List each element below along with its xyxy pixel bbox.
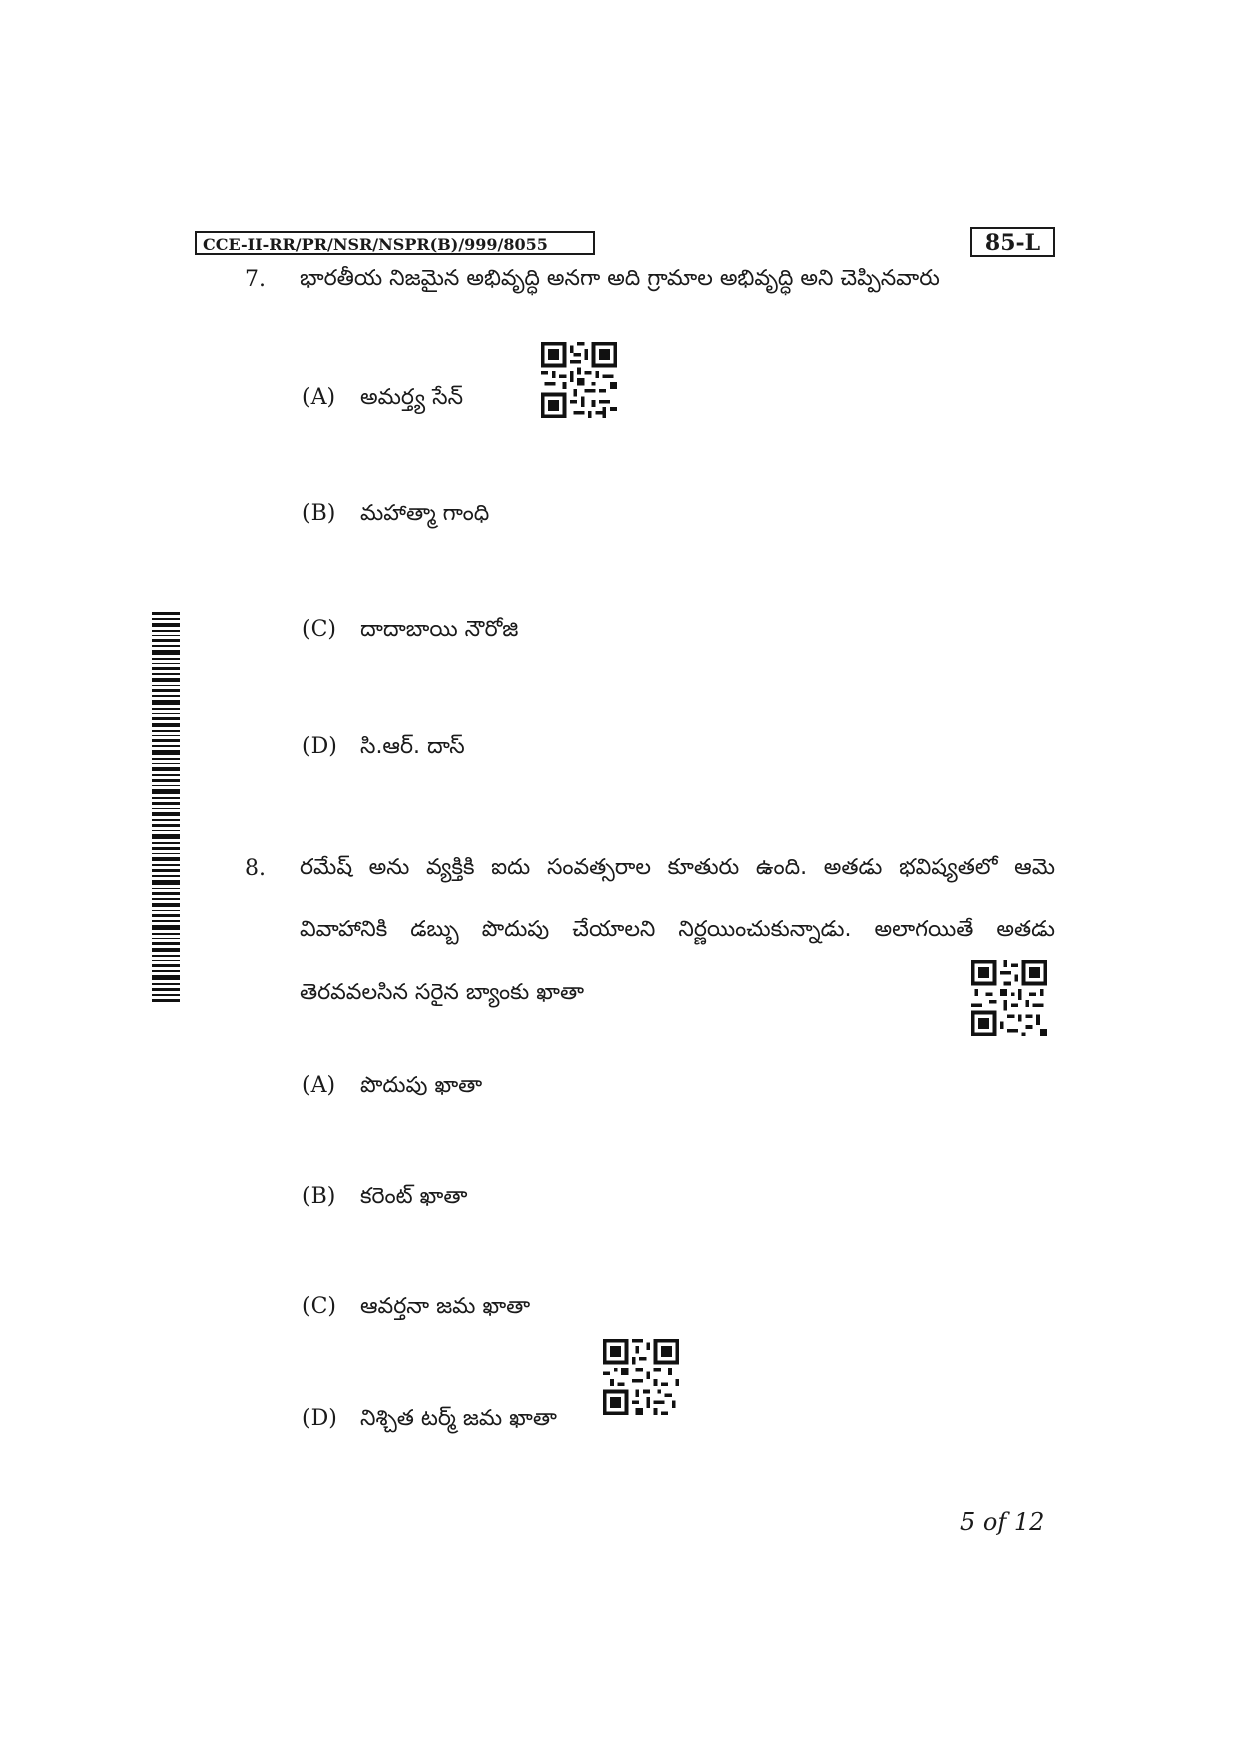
option-label: (B) (302, 501, 336, 526)
question-number: 7. (245, 267, 266, 292)
question-text-line: తెరవవలసిన సరైన బ్యాంకు ఖాతా (300, 980, 585, 1005)
option-c[interactable] (302, 1294, 530, 1324)
option-b[interactable] (302, 501, 489, 531)
series-code: 85-L (970, 227, 1055, 257)
option-text: నిశ్చిత టర్మ్ జమ ఖాతా (360, 1406, 557, 1431)
option-text: మహాత్మా గాంధి (360, 501, 490, 526)
option-text: అమర్త్య సేన్ (360, 385, 464, 410)
barcode (152, 612, 180, 1002)
question-number: 8. (245, 856, 266, 881)
option-c[interactable] (302, 617, 518, 647)
page-number: 5 of 12 (960, 1508, 1045, 1536)
option-d[interactable] (302, 1406, 557, 1436)
option-text: సి.ఆర్. దాస్ (360, 734, 465, 759)
qr-code (541, 342, 617, 418)
question-text: భారతీయ నిజమైన అభివృద్ధి అనగా అది గ్రామాల అభివృద్ధి అని చెప్పినవారు (300, 266, 940, 291)
option-label: (A) (302, 385, 336, 410)
option-label: (C) (302, 617, 336, 642)
option-label: (A) (302, 1073, 336, 1098)
question-text-line: వివాహానికి డబ్బు పొదుపు చేయాలని నిర్ణయించుకున్నాడు. అలాగయితే అతడు (300, 917, 1055, 942)
paper-code: CCE-II-RR/PR/NSR/NSPR(B)/999/8055 (195, 231, 595, 255)
option-a[interactable] (302, 385, 463, 415)
option-label: (D) (302, 1406, 337, 1431)
question-text-line: రమేష్ అను వ్యక్తికి ఐదు సంవత్సరాల కూతురు ఉంది. అతడు భవిష్యతలో ఆమె (300, 855, 1055, 880)
option-label: (C) (302, 1294, 336, 1319)
option-b[interactable] (302, 1184, 467, 1214)
option-label: (B) (302, 1184, 336, 1209)
option-text: ఆవర్తనా జమ ఖాతా (360, 1294, 531, 1319)
option-label: (D) (302, 734, 337, 759)
option-text: దాదాబాయి నౌరోజి (360, 617, 519, 642)
option-text: కరెంట్ ఖాతా (360, 1184, 468, 1209)
qr-code (603, 1339, 679, 1415)
option-text: పొదుపు ఖాతా (360, 1073, 483, 1098)
qr-code (971, 960, 1047, 1036)
option-d[interactable] (302, 734, 465, 764)
option-a[interactable] (302, 1073, 482, 1103)
